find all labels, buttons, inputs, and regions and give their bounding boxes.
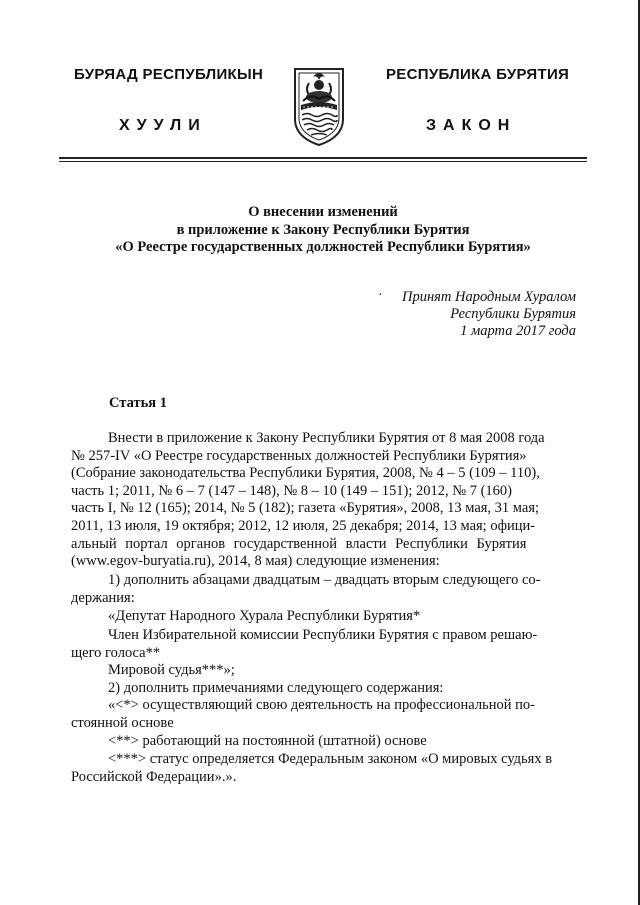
quote-commission-member [71, 627, 576, 662]
text-line: стоянной основе [71, 714, 174, 731]
adoption-date: 1 марта 2017 года [460, 323, 576, 339]
note-3 [71, 751, 576, 786]
quote-deputy [71, 608, 576, 626]
text-line: 2011, 13 июля, 19 октября; 2012, 12 июля, 25 декабря; 2014, 13 мая; офици- [71, 517, 536, 534]
text-line: «<*> осуществляющий свою деятельность на профессиональной по- [108, 697, 535, 713]
text-line: щего голоса** [71, 644, 161, 661]
adoption-line: Принят Народным Хуралом [401, 289, 576, 305]
item-1 [71, 572, 576, 607]
quote-judge [71, 662, 576, 680]
margin-mark: · [378, 288, 383, 303]
text-line: 2) дополнить примечаниями следующего содержания: [108, 680, 444, 696]
header-right-title: РЕСПУБЛИКА БУРЯТИЯ [386, 66, 570, 83]
header-left-title: БУРЯАД РЕСПУБЛИКЫН [74, 66, 264, 83]
document-title [59, 204, 587, 257]
header-left-doc-type: ХУУЛИ [119, 117, 207, 134]
text-line: Мировой судья***»; [108, 662, 235, 678]
text-line: часть I, № 12 (165); 2014, № 5 (182); газета «Бурятия», 2008, 13 мая, 31 мая; [71, 500, 540, 517]
title-line: в приложение к Закону Республики Бурятия [176, 221, 470, 238]
title-line: О внесении изменений [248, 204, 398, 220]
text-line: Внести в приложение к Закону Республики Бурятия от 8 мая 2008 года [108, 430, 545, 446]
article-heading: Статья 1 [109, 395, 167, 411]
note-1 [71, 697, 576, 732]
text-line: 1) дополнить абзацами двадцатым – двадцать вторым следующего со- [108, 572, 541, 588]
intro-paragraph [71, 430, 576, 571]
text-line: Российской Федерации».». [71, 768, 237, 785]
text-line: <***> статус определяется Федеральным законом «О мировых судьях в [108, 751, 553, 767]
item-2 [71, 680, 576, 698]
text-line: № 257-IV «О Реестре государственных должностей Республики Бурятия» [71, 447, 527, 464]
text-line: (Собрание законодательства Республики Бурятия, 2008, № 4 – 5 (109 – 110), [71, 465, 540, 482]
text-line: часть 1; 2011, № 6 – 7 (147 – 148), № 8 – 10 (149 – 151); 2012, № 7 (160) [71, 482, 512, 499]
text-line: Член Избирательной комиссии Республики Бурятия с правом решаю- [108, 627, 538, 643]
title-line: «О Реестре государственных должностей Республики Бурятия» [115, 239, 531, 255]
adoption-line: Республики Бурятия [450, 306, 576, 322]
note-2 [71, 733, 576, 751]
text-line: альный портал органов государственной власти Республики Бурятия [71, 535, 527, 552]
header-right-doc-type: ЗАКОН [426, 117, 517, 134]
header-rule-thick [59, 157, 587, 159]
adoption-block [330, 289, 576, 340]
text-line: <**> работающий на постоянной (штатной) основе [108, 733, 427, 749]
header-rule-thin [59, 161, 587, 162]
text-line: «Депутат Народного Хурала Республики Бурятия* [108, 608, 421, 624]
text-line: держания: [71, 589, 135, 606]
coat-of-arms-icon [291, 63, 347, 147]
text-line: (www.egov-buryatia.ru), 2014, 8 мая) следующие изменения: [71, 553, 440, 570]
